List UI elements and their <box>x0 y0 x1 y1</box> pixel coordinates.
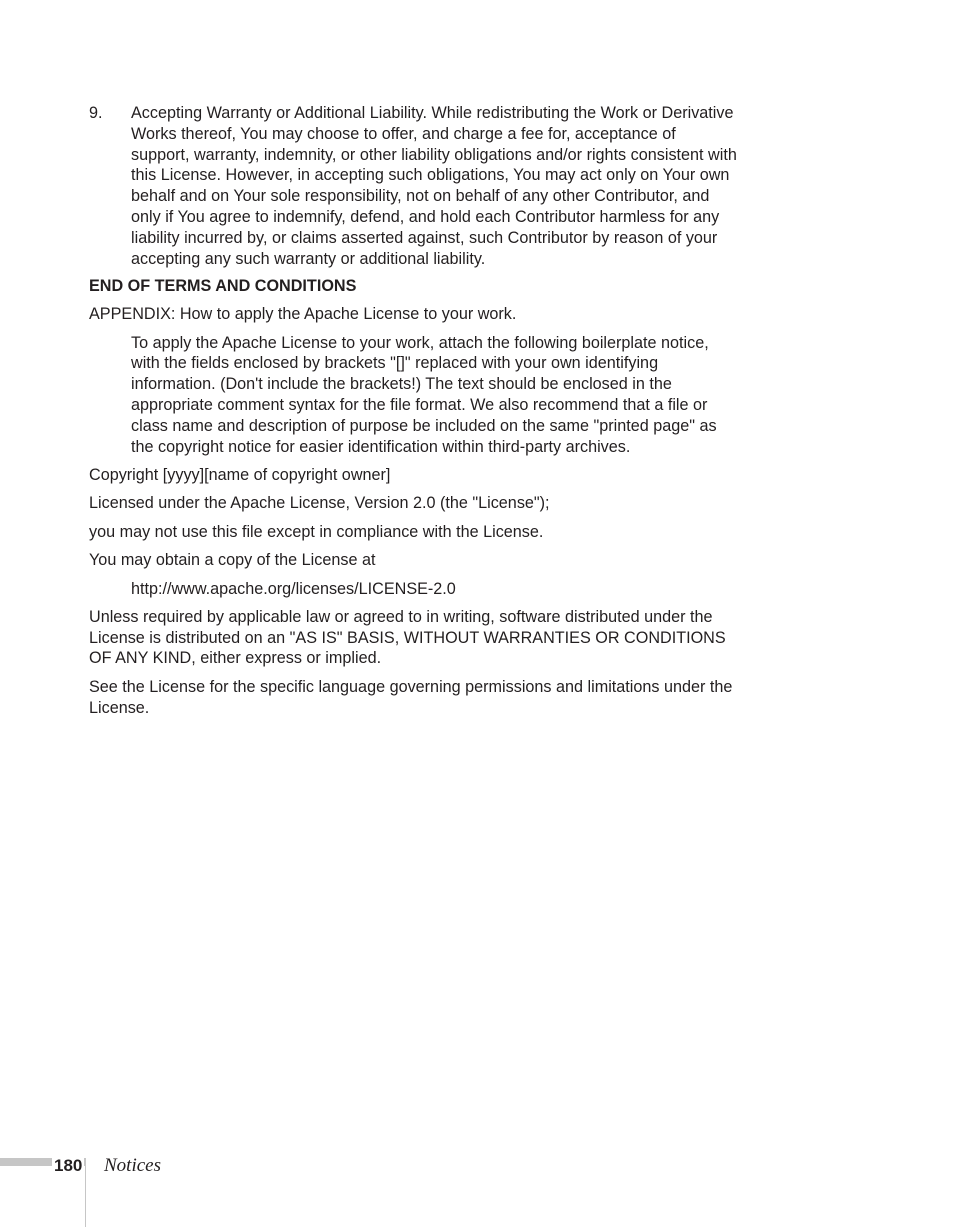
copyright-line: Copyright [yyyy][name of copyright owner] <box>89 465 391 484</box>
compliance-line: you may not use this file except in compliance with the License. <box>89 522 544 541</box>
section-name: Notices <box>104 1155 161 1176</box>
licensed-line: Licensed under the Apache License, Version 2.0 (the "License"); <box>89 494 550 513</box>
obtain-line: You may obtain a copy of the License at <box>89 551 376 570</box>
appendix-title: APPENDIX: How to apply the Apache License to your work. <box>89 305 517 324</box>
see-license-paragraph: See the License for the specific language governing permissions and limitations under the License. <box>89 677 733 717</box>
unless-paragraph: Unless required by applicable law or agreed to in writing, software distributed under the License is distributed on an "AS IS" BASIS, WITHOUT WARRANTIES OR CONDITIONS OF ANY KIND, either express or implied. <box>89 607 726 668</box>
list-item-9 <box>89 103 737 269</box>
page-number: 180 <box>54 1156 83 1175</box>
end-of-terms-heading: END OF TERMS AND CONDITIONS <box>89 277 357 296</box>
list-item-number: 9. <box>89 104 103 122</box>
page-content <box>89 103 737 726</box>
appendix-body: To apply the Apache License to your work, attach the following boilerplate notice, with the fields enclosed by brackets "[]" replaced with your own identifying information. (Don't include the brackets!) The text should be enclosed in the appropriate comment syntax for the file format. We also recommend that a file or class name and description of purpose be included on the same "printed page" as the copyright notice for easier identification within third-party archives. <box>131 333 717 456</box>
list-item-text: Accepting Warranty or Additional Liability. While redistributing the Work or Derivative Works thereof, You may choose to offer, and charge a fee for, acceptance of support, warranty, indemnity, or other liability obligations and/or rights consistent with this License. However, in accepting such obligations, You may act only on Your own behalf and on Your sole responsibility, not on behalf of any other Contributor, and only if You agree to indemnify, defend, and hold each Contributor harmless for any liability incurred by, or claims asserted against, such Contributor by reason of your accepting any such warranty or additional liability. <box>131 104 737 268</box>
footer-divider <box>85 1158 86 1227</box>
license-url: http://www.apache.org/licenses/LICENSE-2.0 <box>131 579 456 598</box>
